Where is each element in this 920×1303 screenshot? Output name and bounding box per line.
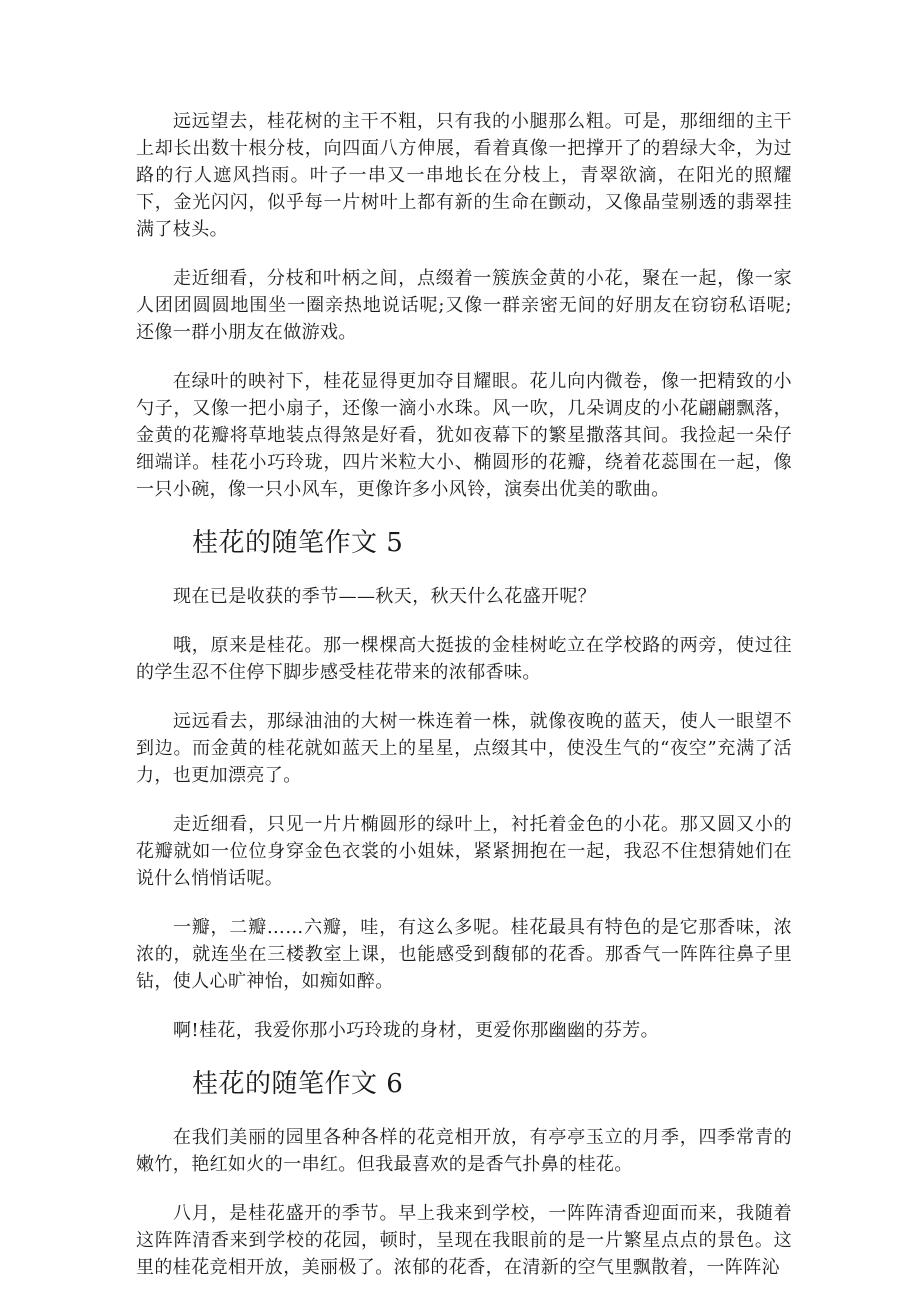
paragraph: 走近细看，分枝和叶柄之间，点缀着一簇族金黄的小花，聚在一起，像一家人团团圆圆地围坐一圈亲热地说话呢;又像一群亲密无间的好朋友在窃窃私语呢;还像一群小朋友在做游戏。 bbox=[136, 268, 792, 343]
paragraph: 一瓣，二瓣……六瓣，哇，有这么多呢。桂花最具有特色的是它那香味，浓浓的，就连坐在三楼教室上课，也能感受到馥郁的花香。那香气一阵阵往鼻子里钻，使人心旷神怡，如痴如醉。 bbox=[136, 917, 792, 992]
section-heading: 桂花的随笔作文 6 bbox=[192, 1069, 404, 1099]
paragraph: 在我们美丽的园里各种各样的花竞相开放，有亭亭玉立的月季，四季常青的嫩竹，艳红如火的一串红。但我最喜欢的是香气扑鼻的桂花。 bbox=[136, 1127, 792, 1175]
paragraph: 远远望去，桂花树的主干不粗，只有我的小腿那么粗。可是，那细细的主干上却长出数十根分枝，向四面八方伸展，看着真像一把撑开了的碧绿大伞，为过路的行人遮风挡雨。叶子一串又一串地长在分枝上，青翠欲滴，在阳光的照耀下，金光闪闪，似乎每一片树叶上都有新的生命在颤动，又像晶莹剔透的翡翠挂满了枝头。 bbox=[136, 111, 792, 240]
paragraph: 现在已是收获的季节——秋天，秋天什么花盛开呢？ bbox=[173, 586, 597, 607]
paragraph: 远远看去，那绿油油的大树一株连着一株，就像夜晚的蓝天，使人一眼望不到边。而金黄的桂花就如蓝天上的星星，点缀其中，使没生气的“夜空”充满了活力，也更加漂亮了。 bbox=[136, 711, 792, 786]
paragraph: 八月，是桂花盛开的季节。早上我来到学校，一阵阵清香迎面而来，我随着这阵阵清香来到学校的花园，顿时，呈现在我眼前的是一片繁星点点的景色。这里的桂花竞相开放，美丽极了。浓郁的花香，在清新的空气里飘散着，一阵阵沁 bbox=[136, 1203, 792, 1278]
paragraph: 走近细看，只见一片片椭圆形的绿叶上，衬托着金色的小花。那又圆又小的花瓣就如一位位身穿金色衣裳的小姐妹，紧紧拥抱在一起，我忍不住想猜她们在说什么悄悄话呢。 bbox=[136, 814, 792, 889]
document-page bbox=[136, 108, 792, 1303]
paragraph: 啊!桂花，我爱你那小巧玲珑的身材，更爱你那幽幽的芬芳。 bbox=[173, 1020, 660, 1041]
paragraph: 在绿叶的映衬下，桂花显得更加夺目耀眼。花儿向内微卷，像一把精致的小勺子，又像一把小扇子，还像一滴小水珠。风一吹，几朵调皮的小花翩翩飘落，金黄的花瓣将草地装点得煞是好看，犹如夜幕下的繁星撒落其间。我捡起一朵仔细端详。桂花小巧玲珑，四片米粒大小、椭圆形的花瓣，绕着花蕊围在一起，像一只小碗，像一只小风车，更像许多小风铃，演奏出优美的歌曲。 bbox=[136, 371, 792, 500]
section-heading: 桂花的随笔作文 5 bbox=[192, 528, 404, 558]
paragraph: 哦，原来是桂花。那一棵棵高大挺拔的金桂树屹立在学校路的两旁，使过往的学生忍不住停下脚步感受桂花带来的浓郁香味。 bbox=[136, 635, 792, 683]
